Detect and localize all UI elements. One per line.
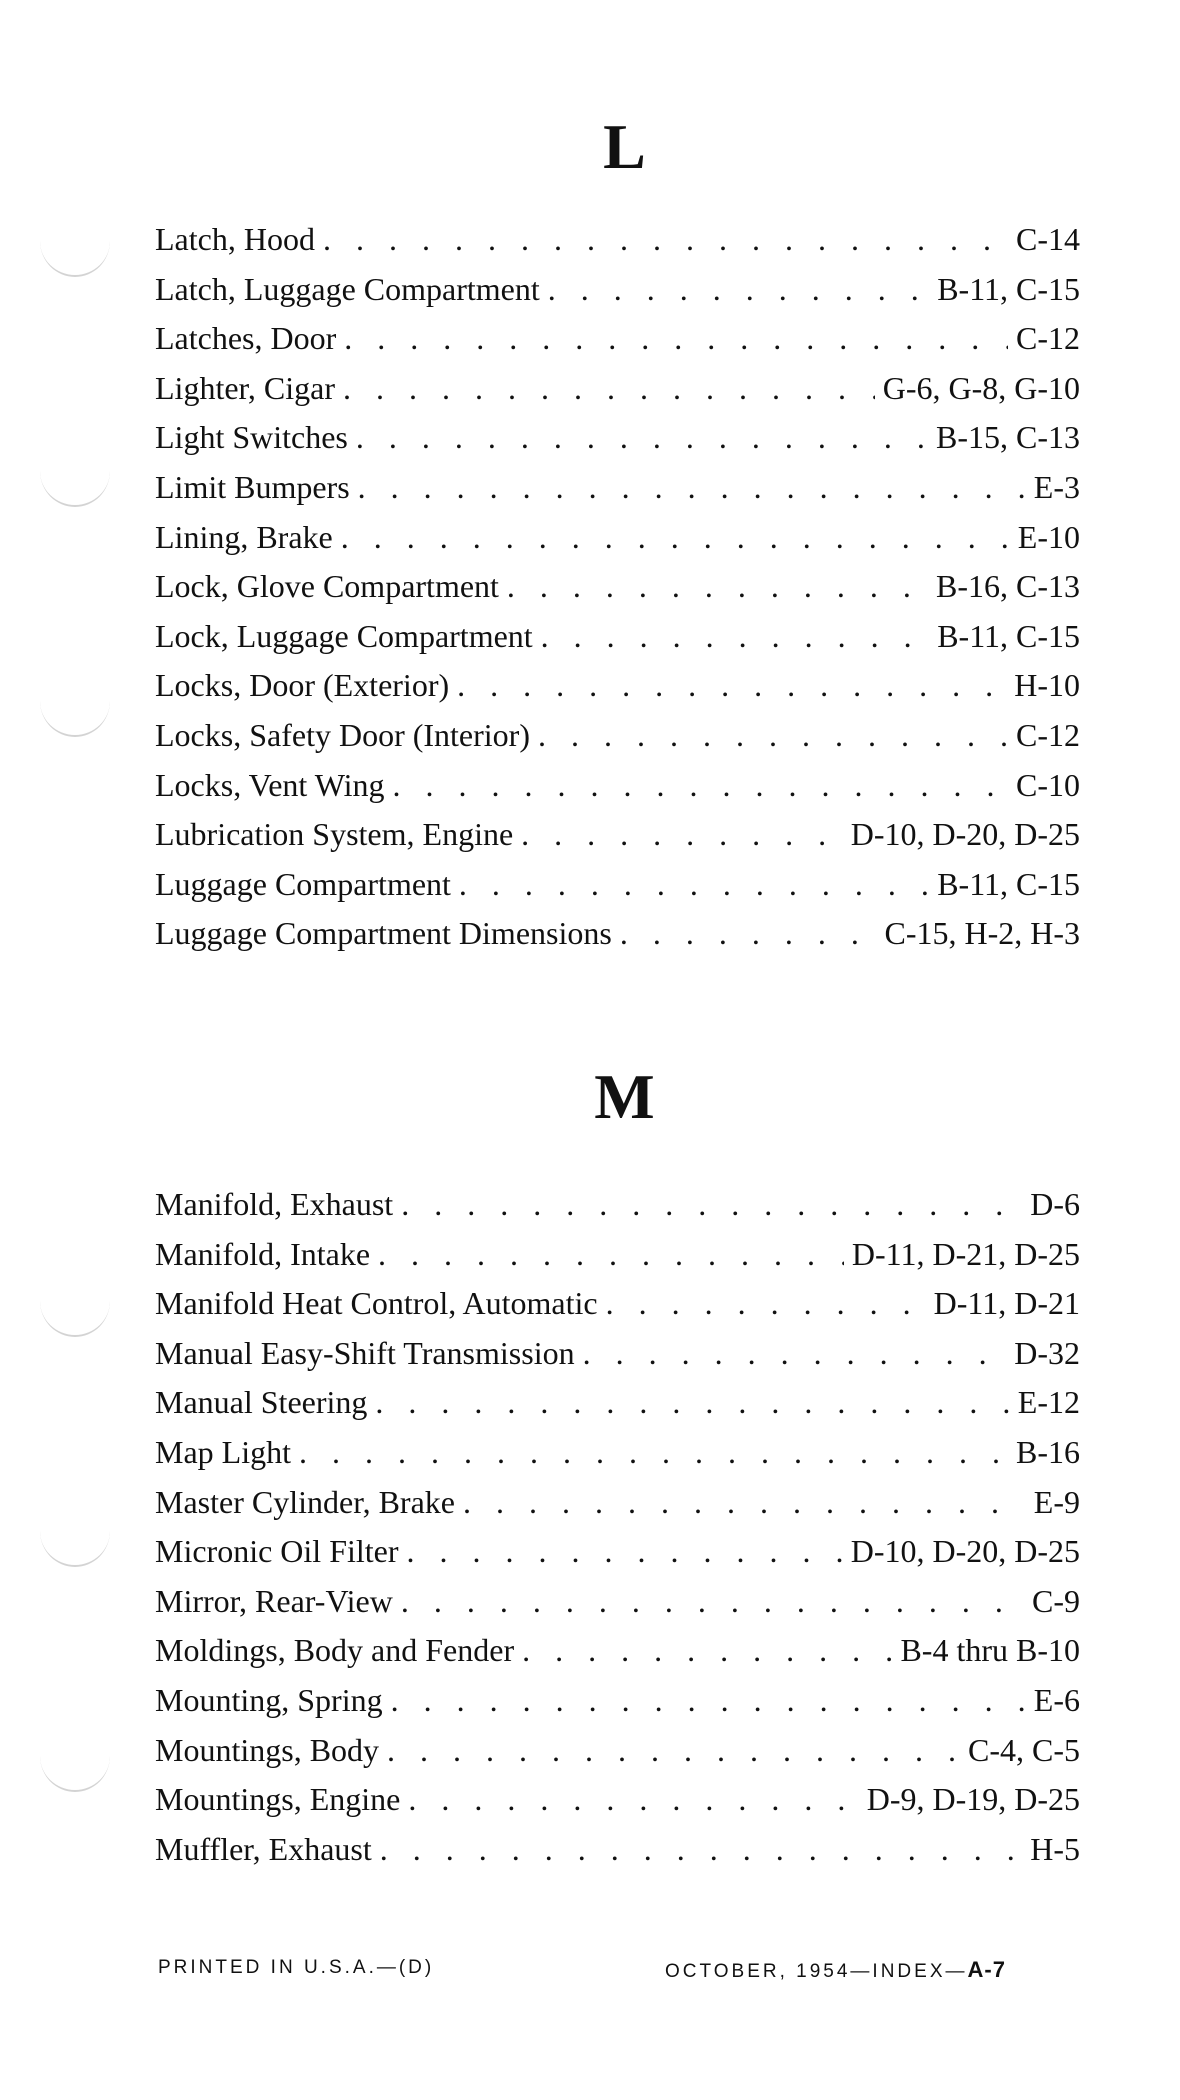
footer-date-index [665,1957,1006,1983]
index-entry [155,761,1080,811]
index-entry-term: Locks, Safety Door (Interior) [155,716,530,753]
index-entry-term: Mountings, Engine [155,1781,401,1818]
index-list-l [155,215,1080,959]
footer-printed-in: PRINTED IN U.S.A.—(D) [158,1957,435,1978]
index-entry-pages: H-5 [1030,1830,1080,1867]
dot-leader [548,265,929,315]
footer-page-number: A-7 [967,1957,1006,1982]
index-entry-pages: B-15, C-13 [936,419,1080,456]
dot-leader [457,661,1006,711]
index-entry-pages: D-10, D-20, D-25 [850,816,1080,853]
index-entry-term: Manifold, Intake [155,1235,371,1272]
index-entry [155,1230,1080,1280]
index-entry-pages: E-10 [1017,518,1080,555]
index-entry-term: Limit Bumpers [155,468,350,505]
index-entry [155,215,1080,265]
index-entry-term: Lighter, Cigar [155,369,335,406]
dot-leader [408,1775,858,1825]
index-entry [155,612,1080,662]
index-entry [155,1825,1080,1875]
index-entry-term: Latch, Luggage Compartment [155,270,540,307]
index-entry [155,1180,1080,1230]
index-entry-term: Manifold Heat Control, Automatic [155,1285,598,1322]
dot-leader [387,1726,960,1776]
index-entry-term: Light Switches [155,419,348,456]
index-entry [155,1527,1080,1577]
dot-leader [343,364,875,414]
index-entry [155,314,1080,364]
index-entry-term: Mirror, Rear-View [155,1582,393,1619]
index-entry-pages: E-9 [1033,1483,1080,1520]
index-entry-pages: C-12 [1016,716,1080,753]
index-entry-pages: D-11, D-21, D-25 [851,1235,1080,1272]
index-entry-term: Manual Steering [155,1384,368,1421]
dot-leader [299,1428,1008,1478]
index-entry-pages: B-4 thru B-10 [900,1632,1080,1669]
dot-leader [407,1527,843,1577]
dot-leader [380,1825,1022,1875]
binder-hole-mark [40,665,110,737]
index-entry-pages: C-9 [1032,1582,1080,1619]
index-entry [155,1329,1080,1379]
dot-leader [507,562,928,612]
dot-leader [463,1478,1026,1528]
index-entry [155,1428,1080,1478]
index-entry-pages: C-15, H-2, H-3 [884,915,1080,952]
index-entry-term: Moldings, Body and Fender [155,1632,515,1669]
index-entry-pages: E-6 [1033,1681,1080,1718]
index-entry-term: Lock, Luggage Compartment [155,617,533,654]
index-entry [155,1626,1080,1676]
dot-leader [606,1279,926,1329]
index-entry [155,265,1080,315]
index-entry-term: Locks, Vent Wing [155,766,385,803]
index-entry [155,463,1080,513]
dot-leader [393,761,1008,811]
index-entry-term: Mounting, Spring [155,1681,383,1718]
section-letter-m: M [594,1061,656,1132]
index-entry [155,1279,1080,1329]
binder-hole-mark [40,1720,110,1792]
dot-leader [401,1180,1022,1230]
index-entry [155,1577,1080,1627]
binder-hole-mark [40,1495,110,1567]
dot-leader [344,314,1008,364]
index-entry-pages: D-11, D-21 [933,1285,1080,1322]
dot-leader [358,463,1026,513]
index-entry-pages: D-6 [1030,1186,1080,1222]
index-entry [155,513,1080,563]
index-entry-pages: C-10 [1016,766,1080,803]
index-entry [155,909,1080,959]
index-entry-term: Manual Easy-Shift Transmission [155,1334,575,1371]
index-entry [155,810,1080,860]
index-entry [155,661,1080,711]
index-entry-pages: B-11, C-15 [937,865,1080,902]
index-entry [155,413,1080,463]
index-entry [155,860,1080,910]
index-entry [155,1478,1080,1528]
dot-leader [323,215,1008,265]
index-entry [155,711,1080,761]
index-entry-pages: G-6, G-8, G-10 [882,369,1080,406]
index-entry-term: Map Light [155,1433,291,1470]
index-entry-term: Lining, Brake [155,518,333,555]
index-entry-term: Locks, Door (Exterior) [155,667,450,704]
dot-leader [378,1230,844,1280]
index-entry-term: Latches, Door [155,320,337,357]
index-entry [155,364,1080,414]
index-entry-pages: B-16 [1016,1433,1080,1470]
index-entry-pages: B-16, C-13 [936,568,1080,605]
index-entry-term: Luggage Compartment Dimensions [155,915,612,952]
index-entry-pages: D-9, D-19, D-25 [866,1781,1080,1818]
index-entry-pages: D-32 [1014,1334,1080,1371]
dot-leader [356,413,928,463]
binder-hole-mark [40,1265,110,1337]
index-entry-pages: B-11, C-15 [937,270,1080,307]
index-entry-pages: C-14 [1016,221,1080,257]
index-entry-pages: C-4, C-5 [968,1731,1080,1768]
index-entry-term: Manifold, Exhaust [155,1186,394,1222]
dot-leader [401,1577,1024,1627]
binder-hole-mark [40,435,110,507]
dot-leader [521,810,843,860]
index-entry [155,1378,1080,1428]
dot-leader [538,711,1008,761]
index-list-m [155,1180,1080,1874]
index-entry-pages: D-10, D-20, D-25 [850,1533,1080,1570]
index-entry-term: Latch, Hood [155,221,315,257]
index-entry [155,1676,1080,1726]
dot-leader [341,513,1010,563]
binder-hole-mark [40,205,110,277]
index-entry [155,1775,1080,1825]
index-entry-pages: H-10 [1014,667,1080,704]
dot-leader [620,909,877,959]
index-entry-term: Lubrication System, Engine [155,816,514,853]
index-entry-term: Luggage Compartment [155,865,451,902]
index-entry-pages: C-12 [1016,320,1080,357]
index-entry-pages: B-11, C-15 [937,617,1080,654]
index-entry-term: Muffler, Exhaust [155,1830,372,1867]
index-entry-term: Micronic Oil Filter [155,1533,399,1570]
index-entry-term: Master Cylinder, Brake [155,1483,455,1520]
dot-leader [541,612,930,662]
index-entry-pages: E-12 [1017,1384,1080,1421]
index-entry-term: Mountings, Body [155,1731,380,1768]
dot-leader [391,1676,1026,1726]
section-letter-l: L [603,111,647,182]
index-entry [155,562,1080,612]
dot-leader [375,1378,1009,1428]
index-entry-term: Lock, Glove Compartment [155,568,499,605]
dot-leader [459,860,929,910]
index-entry [155,1726,1080,1776]
dot-leader [522,1626,892,1676]
footer-date-label: OCTOBER, 1954—INDEX— [665,1961,968,1982]
dot-leader [583,1329,1007,1379]
index-entry-pages: E-3 [1033,468,1080,505]
